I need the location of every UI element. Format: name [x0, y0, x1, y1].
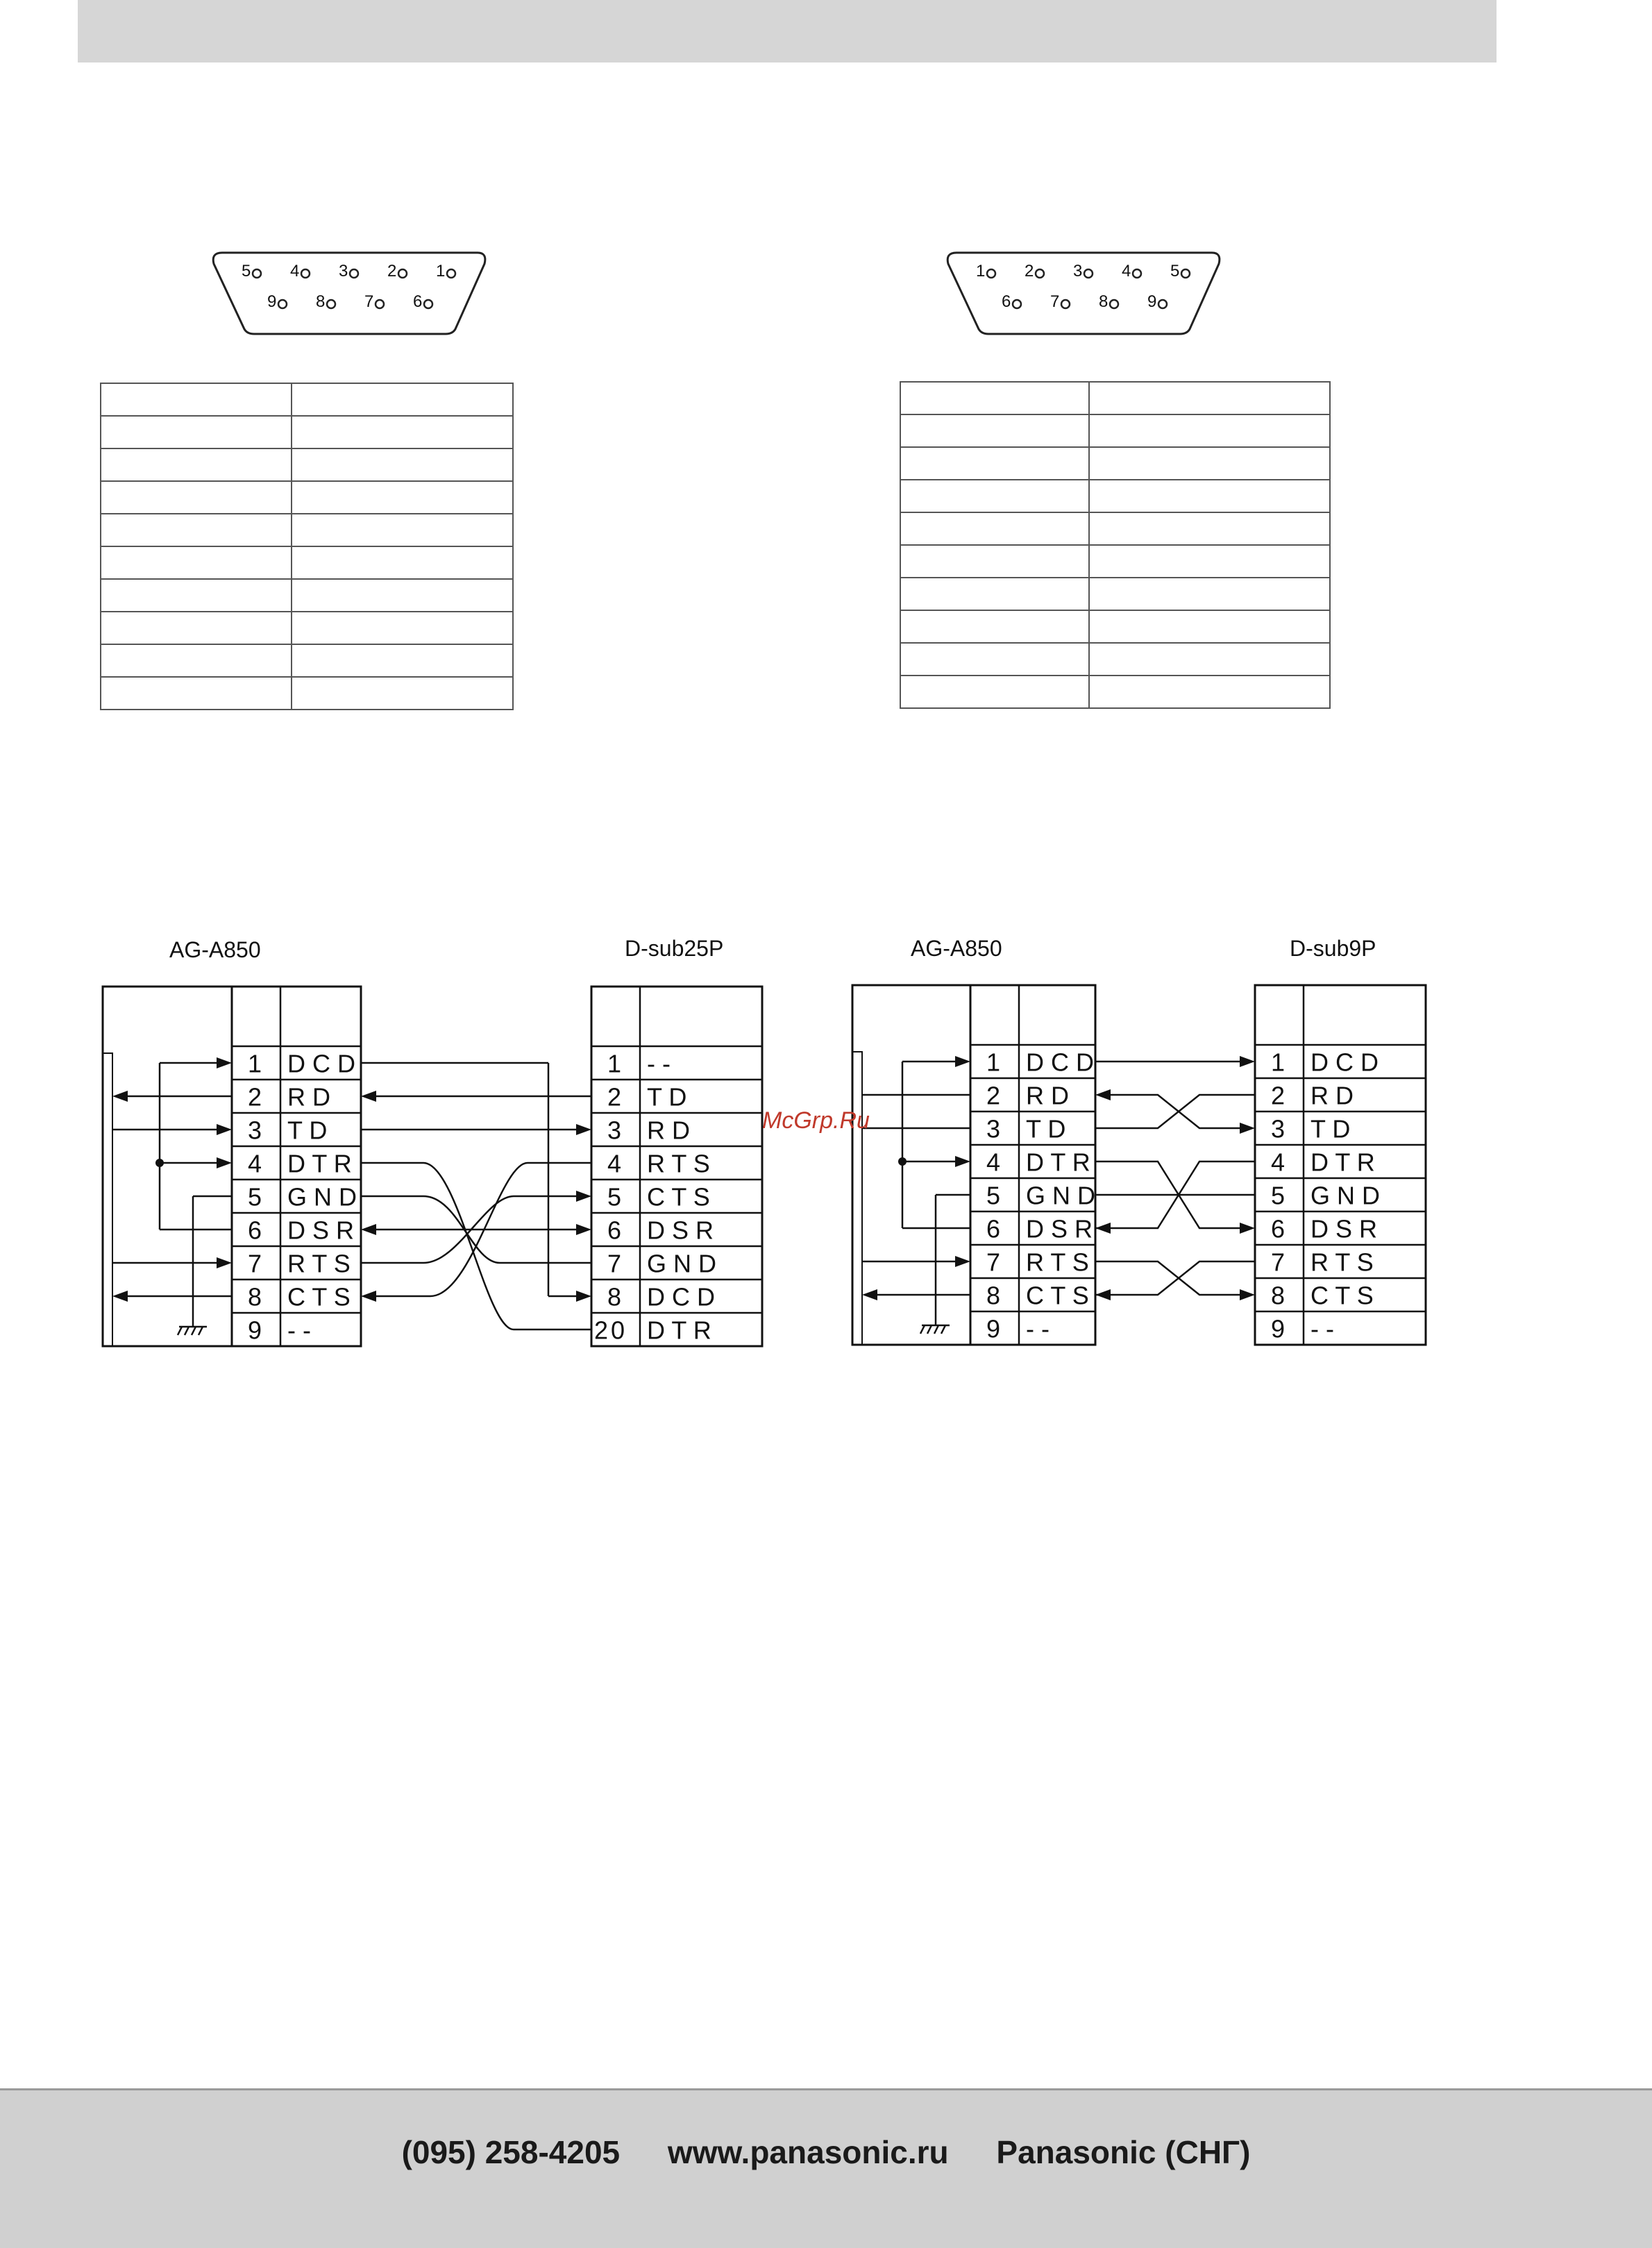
pin-signal: T D [647, 1082, 687, 1112]
arrow-head [1095, 1223, 1111, 1234]
pin-number: 9 [1270, 1314, 1288, 1343]
pin-signal: - - [647, 1049, 671, 1078]
table-cell [292, 546, 513, 579]
pin-number: 9 [986, 1314, 1004, 1343]
wiring-diagram-dsub9 [847, 975, 1437, 1364]
table-cell [292, 383, 513, 416]
connector-pin-hole [447, 269, 455, 278]
pin-signal: R T S [647, 1149, 710, 1178]
table-row [900, 382, 1330, 414]
arrow-head [955, 1156, 970, 1167]
pin-signal: D C D [1026, 1048, 1094, 1077]
wire [1095, 1261, 1255, 1295]
arrow-head [1240, 1123, 1255, 1134]
table-cell [101, 612, 292, 644]
connector-pin-hole [301, 269, 310, 278]
table-cell [900, 643, 1089, 676]
table-cell [101, 644, 292, 677]
ground-icon [199, 1327, 203, 1335]
pin-signal: R D [1310, 1081, 1354, 1110]
connector-pin-label: 1 [436, 262, 446, 280]
diagram-right-source-title: AG-A850 [911, 936, 1002, 961]
table-cell [900, 676, 1089, 708]
diagram-right-target-title: D-sub9P [1290, 936, 1376, 961]
connector-pin-label: 6 [413, 292, 423, 311]
pin-number: 1 [986, 1048, 1004, 1077]
connector-pin-hole [398, 269, 407, 278]
pin-number: 8 [247, 1282, 265, 1311]
pin-number: 3 [986, 1114, 1004, 1143]
connector-pin-label: 9 [1147, 292, 1157, 311]
arrow-head [217, 1257, 232, 1268]
table-cell [1089, 610, 1330, 643]
pin-signal: D T R [287, 1149, 352, 1178]
connector-pin-hole [327, 300, 335, 308]
pin-number: 7 [1270, 1248, 1288, 1277]
pin-signal: D T R [647, 1316, 711, 1345]
ground-icon [178, 1327, 182, 1335]
pin-number: 5 [247, 1182, 265, 1211]
table-row [101, 481, 513, 514]
table-cell [900, 382, 1089, 414]
pin-number: 1 [1270, 1048, 1288, 1077]
pin-signal: D S R [1026, 1214, 1093, 1243]
table-cell [900, 512, 1089, 545]
pin-number: 8 [607, 1282, 625, 1311]
pin-signal: D C D [647, 1282, 715, 1311]
device-frame [852, 985, 970, 1345]
connector-pin-label: 6 [1002, 292, 1011, 311]
pin-signal: T D [287, 1116, 328, 1145]
connector-pin-label: 1 [976, 262, 986, 280]
table-cell [1089, 480, 1330, 512]
table-cell [1089, 414, 1330, 447]
table-row [101, 546, 513, 579]
table-cell [1089, 578, 1330, 610]
footer-phone: (095) 258-4205 [401, 2134, 621, 2170]
table-row [900, 610, 1330, 643]
arrow-head [955, 1256, 970, 1267]
connector-pin-label: 9 [267, 292, 277, 311]
connector-pin-hole [1061, 300, 1070, 308]
pin-number: 1 [247, 1049, 265, 1078]
ground-icon [941, 1325, 945, 1334]
device-edge [103, 1053, 112, 1346]
pin-table-right [900, 381, 1331, 709]
pin-number: 6 [247, 1216, 265, 1245]
wiring-diagram-dsub25 [97, 975, 770, 1364]
pin-signal: C T S [1026, 1281, 1089, 1310]
wire [1111, 1095, 1241, 1128]
connector-pin-label: 8 [316, 292, 326, 311]
pin-signal: R T S [1310, 1248, 1374, 1277]
arrow-head [1240, 1223, 1255, 1234]
connector-pin-label: 7 [364, 292, 374, 311]
header-bar [78, 0, 1497, 62]
junction-dot [155, 1159, 164, 1167]
pin-signal: G N D [1310, 1181, 1381, 1210]
pin-table-left [100, 383, 514, 710]
pin-signal: G N D [647, 1249, 717, 1278]
pin-signal: C T S [1310, 1281, 1374, 1310]
pin-signal: C T S [647, 1182, 710, 1211]
arrow-head [1240, 1056, 1255, 1067]
table-cell [900, 447, 1089, 480]
table-row [900, 643, 1330, 676]
table-cell [101, 448, 292, 481]
connector-pin-hole [350, 269, 358, 278]
connector-pin-label: 3 [1073, 262, 1083, 280]
table-cell [101, 481, 292, 514]
pin-number: 2 [247, 1082, 265, 1112]
pin-number: 6 [986, 1214, 1004, 1243]
connector-pin-label: 5 [1170, 262, 1180, 280]
arrow-head [1095, 1289, 1111, 1300]
ground-icon [920, 1325, 925, 1334]
arrow-head [576, 1124, 591, 1135]
pin-signal: D S R [647, 1216, 714, 1245]
connector-pin-label: 2 [387, 262, 397, 280]
pin-signal: - - [287, 1316, 311, 1345]
pin-signal: G N D [1026, 1181, 1096, 1210]
pin-number: 2 [1270, 1081, 1288, 1110]
pin-signal: R T S [287, 1249, 351, 1278]
table-cell [900, 545, 1089, 578]
arrow-head [1240, 1289, 1255, 1300]
pin-number: 5 [607, 1182, 625, 1211]
connector-pin-hole [424, 300, 432, 308]
table-cell [101, 514, 292, 546]
pin-number: 5 [986, 1181, 1004, 1210]
table-cell [292, 644, 513, 677]
connector-pin-hole [1036, 269, 1044, 278]
pin-number: 7 [607, 1249, 625, 1278]
pin-signal: D T R [1026, 1148, 1090, 1177]
pin-signal: D T R [1310, 1148, 1375, 1177]
watermark-text: McGrp.Ru [762, 1107, 870, 1134]
arrow-head [1095, 1089, 1111, 1100]
table-row [101, 448, 513, 481]
table-row [900, 512, 1330, 545]
connector-pin-hole [1181, 269, 1190, 278]
table-cell [900, 414, 1089, 447]
table-row [101, 416, 513, 448]
pin-signal: - - [1026, 1314, 1050, 1343]
pin-number: 4 [247, 1149, 265, 1178]
table-row [101, 612, 513, 644]
pin-number: 4 [607, 1149, 625, 1178]
arrow-head [112, 1291, 128, 1302]
pin-signal: D C D [1310, 1048, 1379, 1077]
table-row [101, 579, 513, 612]
table-cell [292, 416, 513, 448]
connector-pin-label: 7 [1050, 292, 1060, 311]
pin-number: 7 [986, 1248, 1004, 1277]
pin-signal: T D [1310, 1114, 1351, 1143]
junction-dot [898, 1157, 907, 1166]
pin-number: 7 [247, 1249, 265, 1278]
arrow-head [112, 1091, 128, 1102]
arrow-head [361, 1291, 376, 1302]
pin-signal: D C D [287, 1049, 355, 1078]
table-cell [900, 480, 1089, 512]
pin-number: 1 [607, 1049, 625, 1078]
wire [1095, 1095, 1255, 1128]
table-row [101, 383, 513, 416]
arrow-head [361, 1091, 376, 1102]
footer-website: www.panasonic.ru [667, 2134, 949, 2170]
pin-number: 4 [1270, 1148, 1288, 1177]
pin-signal: G N D [287, 1182, 357, 1211]
connector-pin-hole [987, 269, 995, 278]
wire [1095, 1261, 1241, 1295]
table-cell [292, 677, 513, 710]
pin-number: 3 [247, 1116, 265, 1145]
arrow-head [217, 1124, 232, 1135]
connector-pin-hole [253, 269, 261, 278]
arrow-head [862, 1289, 877, 1300]
table-row [900, 578, 1330, 610]
pin-number: 2 [986, 1081, 1004, 1110]
connector-pin-hole [1013, 300, 1021, 308]
pin-signal: D S R [1310, 1214, 1378, 1243]
table-cell [292, 448, 513, 481]
arrow-head [361, 1224, 376, 1235]
connector-pin-hole [1158, 300, 1167, 308]
table-cell [1089, 545, 1330, 578]
pin-number: 3 [607, 1116, 625, 1145]
pin-number: 4 [986, 1148, 1004, 1177]
connector-pin-label: 8 [1099, 292, 1109, 311]
arrow-head [217, 1057, 232, 1068]
pin-signal: D S R [287, 1216, 355, 1245]
table-row [900, 480, 1330, 512]
diagram-left-source-title: AG-A850 [169, 937, 261, 962]
pin-number: 6 [607, 1216, 625, 1245]
arrow-head [217, 1157, 232, 1168]
table-row [900, 676, 1330, 708]
connector-pin-hole [1084, 269, 1093, 278]
pin-signal: R D [287, 1082, 330, 1112]
pin-number: 3 [1270, 1114, 1288, 1143]
table-cell [101, 383, 292, 416]
table-cell [1089, 512, 1330, 545]
connector-female-9pin-icon [943, 250, 1224, 337]
table-cell [1089, 643, 1330, 676]
connector-pin-label: 5 [242, 262, 251, 280]
footer-brand: Panasonic (СНГ) [996, 2134, 1251, 2170]
pin-signal: R T S [1026, 1248, 1089, 1277]
table-cell [1089, 676, 1330, 708]
ground-icon [934, 1325, 938, 1334]
table-row [900, 447, 1330, 480]
connector-male-9pin-icon [208, 250, 489, 337]
table-cell [900, 610, 1089, 643]
connector-pin-label: 4 [290, 262, 300, 280]
pin-signal: R D [647, 1116, 690, 1145]
pin-number: 8 [1270, 1281, 1288, 1310]
table-cell [292, 514, 513, 546]
table-cell [101, 579, 292, 612]
device-frame [103, 987, 232, 1346]
ground-icon [192, 1327, 196, 1335]
table-cell [292, 579, 513, 612]
arrow-head [576, 1191, 591, 1202]
connector-pin-label: 4 [1122, 262, 1131, 280]
table-cell [101, 677, 292, 710]
pin-number: 6 [1270, 1214, 1288, 1243]
table-row [900, 414, 1330, 447]
pin-signal: C T S [287, 1282, 351, 1311]
ground-icon [185, 1327, 189, 1335]
table-cell [292, 612, 513, 644]
pin-signal: T D [1026, 1114, 1066, 1143]
arrow-head [955, 1056, 970, 1067]
connector-pin-label: 3 [339, 262, 348, 280]
footer-bar [0, 2088, 1652, 2248]
table-cell [900, 578, 1089, 610]
table-cell [1089, 382, 1330, 414]
pin-signal: - - [1310, 1314, 1334, 1343]
arrow-head [576, 1224, 591, 1235]
table-row [101, 677, 513, 710]
connector-pin-hole [278, 300, 287, 308]
ground-icon [927, 1325, 932, 1334]
table-cell [101, 546, 292, 579]
pin-number: 9 [247, 1316, 265, 1345]
table-cell [101, 416, 292, 448]
device-edge [852, 1052, 862, 1345]
pin-number: 8 [986, 1281, 1004, 1310]
pin-signal: R D [1026, 1081, 1069, 1110]
table-cell [1089, 447, 1330, 480]
pin-number: 5 [1270, 1181, 1288, 1210]
pin-number: 2 [607, 1082, 625, 1112]
table-cell [292, 481, 513, 514]
diagram-left-target-title: D-sub25P [625, 936, 724, 961]
table-row [900, 545, 1330, 578]
connector-pin-hole [1110, 300, 1118, 308]
table-row [101, 514, 513, 546]
connector-pin-hole [1133, 269, 1141, 278]
connector-pin-hole [376, 300, 384, 308]
connector-pin-label: 2 [1025, 262, 1034, 280]
arrow-head [576, 1291, 591, 1302]
table-row [101, 644, 513, 677]
pin-number: 20 [594, 1316, 628, 1345]
